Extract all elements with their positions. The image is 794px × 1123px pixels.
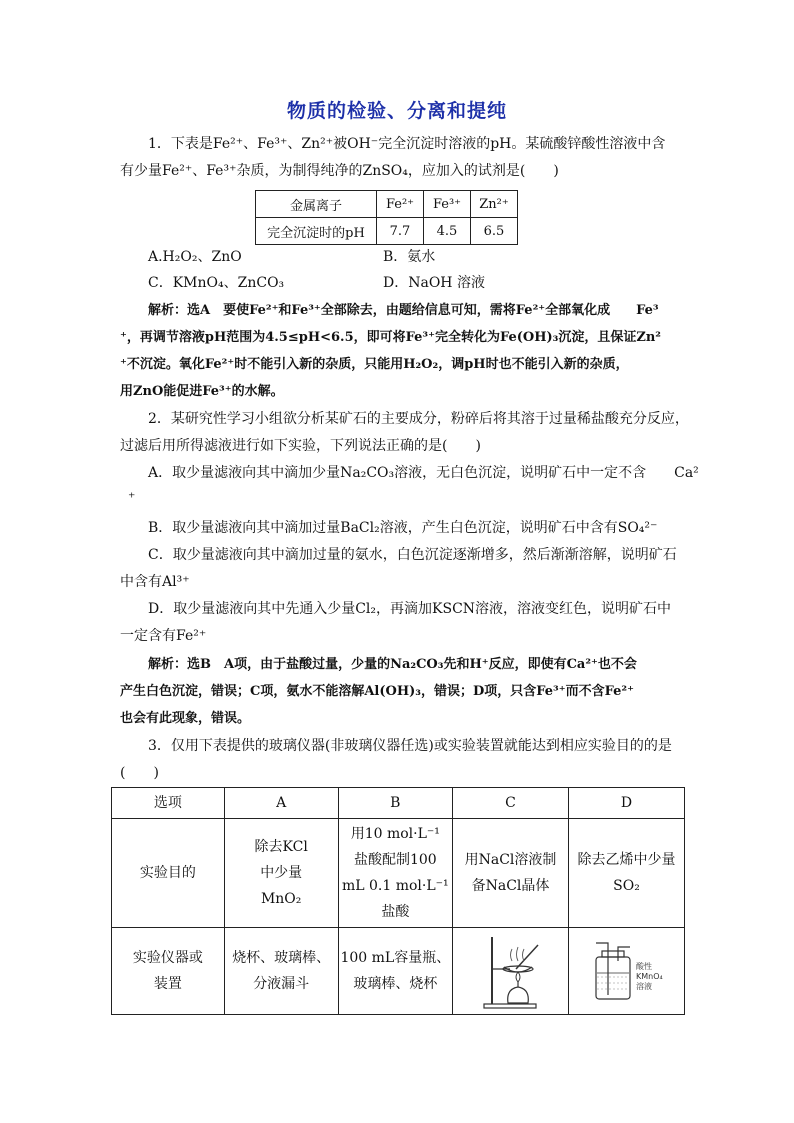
table-cell: 6.5	[471, 218, 518, 245]
cell-line: 盐酸	[381, 904, 410, 920]
q3-stem-line1: 3．仅用下表提供的玻璃仪器(非玻璃仪器任选)或实验装置就能达到相应实验目的的是	[148, 738, 672, 754]
q1-option-b: B．氨水	[383, 249, 436, 265]
cell-line: 用NaCl溶液制	[464, 852, 557, 868]
q1-analysis-line1: 解析：选A 要使Fe²⁺和Fe³⁺全部除去，由题给信息可知，需将Fe²⁺全部氧化成 Fe³	[148, 303, 659, 318]
q2-option-c-line1: C．取少量滤液向其中滴加过量的氨水，白色沉淀逐渐增多，然后渐渐溶解，说明矿石	[148, 547, 677, 563]
table-header-cell: A	[224, 788, 338, 819]
purpose-c-cell	[453, 819, 569, 928]
q2-option-d-line2: 一定含有Fe²⁺	[120, 628, 207, 644]
table-header-cell: Fe²⁺	[377, 191, 424, 218]
apparatus-label-line: 酸性	[635, 962, 652, 971]
q1-analysis-line3: ⁺不沉淀。氧化Fe²⁺时不能引入新的杂质，只能用H₂O₂，调pH时也不能引入新的杂质，	[120, 357, 629, 372]
cell-line: 中少量	[260, 865, 303, 881]
q2-analysis-line3: 也会有此现象，错误。	[120, 711, 251, 726]
purpose-a-cell	[224, 819, 338, 928]
apparatus-label-line: 溶液	[635, 982, 652, 991]
cell-line: 实验仪器或	[132, 950, 203, 966]
table-header-cell: 金属离子	[256, 191, 377, 218]
q2-analysis-line2: 产生白色沉淀，错误；C项，氨水不能溶解Al(OH)₃，错误；D项，只含Fe³⁺而不含Fe²⁺	[120, 684, 634, 699]
q1-stem-line1: 1．下表是Fe²⁺、Fe³⁺、Zn²⁺被OH⁻完全沉淀时溶液的pH。某硫酸锌酸性溶液中含	[148, 136, 666, 152]
purpose-b-cell	[338, 819, 452, 928]
q1-stem-line2: 有少量Fe²⁺、Fe³⁺杂质，为制得纯净的ZnSO₄，应加入的试剂是( )	[120, 163, 559, 179]
gas-washing-bottle-illustration	[582, 939, 672, 1003]
q2-stem-line2: 过滤后用所得滤液进行如下实验，下列说法正确的是( )	[120, 438, 481, 454]
apparatus-c-cell	[453, 928, 569, 1015]
cell-line: 装置	[153, 976, 182, 992]
cell-line: SO₂	[613, 878, 640, 894]
cell-line: 盐酸配制100	[353, 852, 437, 868]
q1-analysis-line4: 用ZnO能促进Fe³⁺的水解。	[120, 384, 284, 399]
purpose-d-cell	[569, 819, 685, 928]
table-cell: 完全沉淀时的pH	[256, 218, 377, 245]
cell-line: 100 mL容量瓶、	[340, 950, 451, 966]
cell-line: 玻璃棒、烧杯	[353, 976, 438, 992]
q2-option-c-line2: 中含有Al³⁺	[120, 574, 190, 590]
cell-line: mL 0.1 mol·L⁻¹	[341, 878, 449, 894]
cell-line: MnO₂	[260, 891, 302, 907]
q1-option-d: D．NaOH 溶液	[383, 275, 485, 291]
table-cell: 4.5	[424, 218, 471, 245]
cell-line: 备NaCl晶体	[471, 878, 550, 894]
q1-analysis-line2: ⁺，再调节溶液pH范围为4.5≤pH<6.5，即可将Fe³⁺完全转化为Fe(OH)₃沉淀，且保证Zn²	[120, 330, 661, 345]
q2-stem-line1: 2．某研究性学习小组欲分析某矿石的主要成分，粉碎后将其溶于过量稀盐酸充分反应，	[148, 411, 689, 427]
apparatus-label-line: KMnO₄	[635, 972, 663, 981]
cell-line: 分液漏斗	[253, 976, 310, 992]
table-header-cell: Fe³⁺	[424, 191, 471, 218]
q2-option-d-line1: D．取少量滤液向其中先通入少量Cl₂，再滴加KSCN溶液，溶液变红色，说明矿石中	[148, 601, 672, 617]
q1-option-a: A.H₂O₂、ZnO	[148, 249, 242, 265]
q3-options-table	[111, 787, 685, 1015]
q2-option-b: B．取少量滤液向其中滴加过量BaCl₂溶液，产生白色沉淀，说明矿石中含有SO₄²⁻	[148, 520, 658, 536]
cell-line: 烧杯、玻璃棒、	[232, 950, 331, 966]
table-header-cell: B	[338, 788, 452, 819]
purpose-label-cell: 实验目的	[112, 819, 225, 928]
q1-ph-table	[255, 190, 518, 245]
table-cell: 7.7	[377, 218, 424, 245]
page-title: 物质的检验、分离和提纯	[286, 100, 507, 122]
cell-line: 除去KCl	[254, 839, 308, 855]
table-header-cell: Zn²⁺	[471, 191, 518, 218]
cell-line: 除去乙烯中少量	[577, 852, 676, 868]
apparatus-d-cell	[569, 928, 685, 1015]
q3-stem-line2: ( )	[120, 765, 159, 781]
q1-option-c: C．KMnO₄、ZnCO₃	[148, 275, 285, 291]
q2-option-a-line2: ⁺	[128, 490, 136, 506]
apparatus-label-cell	[112, 928, 225, 1015]
cell-line: 用10 mol·L⁻¹	[350, 826, 440, 842]
q2-analysis-line1: 解析：选B A项，由于盐酸过量，少量的Na₂CO₃先和H⁺反应，即使有Ca²⁺也不会	[148, 657, 637, 672]
apparatus-b-cell	[338, 928, 452, 1015]
q2-option-a-line1: A．取少量滤液向其中滴加少量Na₂CO₃溶液，无白色沉淀，说明矿石中一定不含 Ca²	[148, 465, 699, 481]
evaporation-apparatus-illustration	[466, 931, 556, 1011]
apparatus-a-cell	[224, 928, 338, 1015]
table-header-cell: 选项	[112, 788, 225, 819]
table-header-cell: D	[569, 788, 685, 819]
table-header-cell: C	[453, 788, 569, 819]
